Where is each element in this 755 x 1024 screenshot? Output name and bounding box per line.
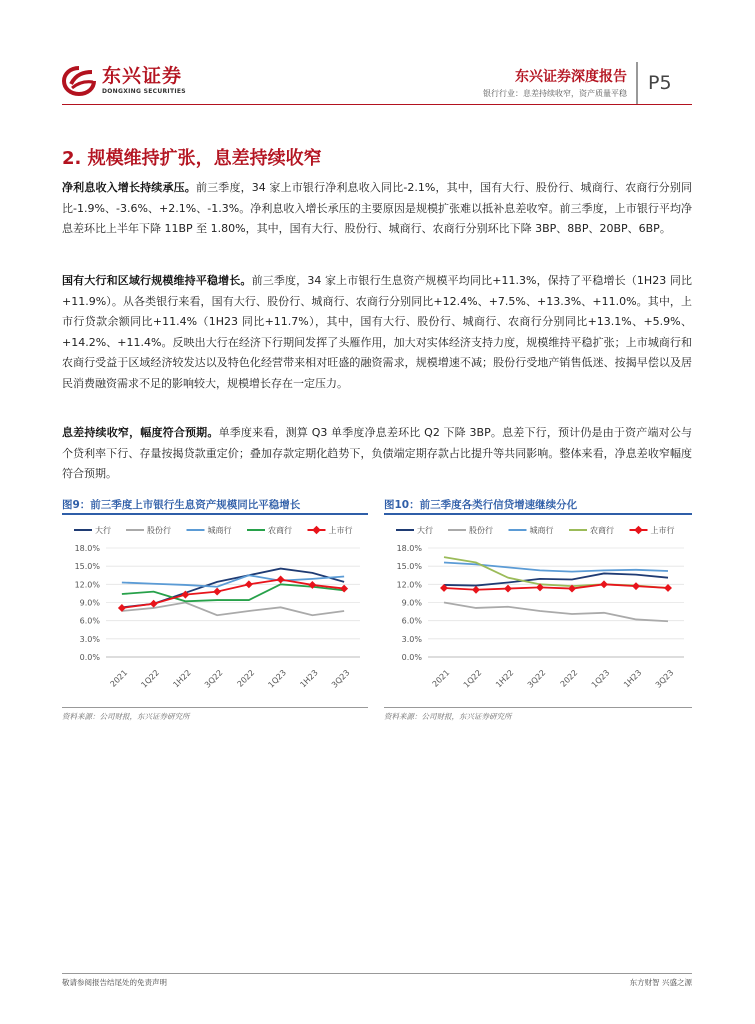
legend-marker	[634, 526, 642, 534]
series-point	[277, 576, 285, 584]
x-tick-label: 2022	[558, 668, 580, 689]
y-tick-label: 15.0%	[74, 562, 100, 572]
figure-9-source: 资料来源：公司财报，东兴证券研究所	[62, 712, 190, 721]
legend-label: 大行	[95, 526, 111, 535]
figure-10-chart	[384, 520, 692, 705]
legend-item	[187, 525, 232, 535]
y-tick-label: 18.0%	[396, 544, 422, 553]
footer-slogan: 东方财智 兴盛之源	[629, 978, 692, 987]
y-tick-label: 6.0%	[401, 616, 422, 626]
figure-10-rule	[384, 513, 692, 515]
logo-mark-icon	[62, 66, 96, 96]
series-point	[600, 580, 608, 588]
y-tick-label: 9.0%	[79, 598, 100, 608]
footer-rule	[62, 973, 692, 974]
paragraph-2	[62, 271, 692, 394]
x-tick-label: 3Q23	[653, 668, 676, 690]
series-point	[664, 584, 672, 592]
page-number: P5	[648, 72, 672, 94]
x-tick-label: 1H23	[298, 668, 320, 690]
y-tick-label: 12.0%	[396, 580, 422, 590]
legend-item	[308, 525, 353, 535]
paragraph-lead: 息差持续收窄，幅度符合预期。	[62, 426, 219, 439]
legend-item	[448, 525, 493, 535]
logo-cn: 东兴证券	[102, 65, 183, 87]
y-tick-label: 6.0%	[79, 616, 100, 626]
legend-item	[126, 525, 171, 535]
series-point	[472, 586, 480, 594]
series-line	[444, 603, 668, 622]
x-tick-label: 2021	[108, 668, 130, 689]
figure-10-source: 资料来源：公司财报，东兴证券研究所	[384, 712, 512, 721]
figure-9-chart	[62, 520, 368, 705]
page-header	[0, 0, 755, 110]
legend-item	[396, 525, 433, 535]
series-line	[444, 573, 668, 585]
legend-label: 上市行	[328, 526, 353, 535]
figure-10-source-rule	[384, 707, 692, 708]
x-tick-label: 2022	[235, 668, 257, 689]
legend-item	[569, 525, 614, 535]
paragraph-1	[62, 178, 692, 240]
series-point	[340, 585, 348, 593]
footer-disclaimer: 敬请参阅报告结尾处的免责声明	[62, 978, 167, 987]
figure-10-title: 图10：前三季度各类行信贷增速继续分化	[384, 499, 578, 511]
y-tick-label: 12.0%	[74, 580, 100, 590]
y-tick-label: 3.0%	[79, 634, 100, 644]
x-tick-label: 1Q22	[139, 668, 162, 690]
legend-label: 上市行	[650, 526, 675, 535]
y-tick-label: 15.0%	[396, 562, 422, 572]
x-tick-label: 1Q23	[266, 668, 289, 690]
section-title: 2. 规模维持扩张，息差持续收窄	[62, 148, 322, 169]
x-tick-label: 3Q22	[525, 668, 548, 690]
legend-label: 股份行	[147, 526, 171, 535]
paragraph-lead: 净利息收入增长持续承压。	[62, 181, 196, 194]
paragraph-body: 单季度来看，测算 Q3 单季度净息差环比 Q2 下降 3BP。息差下行，预计仍是由于资产端对公与个贷利率下行、存量按揭贷款重定价；叠加存款定期化趋势下，负债端定期存款占比提升等共同影响。整体来看，净息差收窄幅度符合预期。	[62, 426, 693, 480]
x-tick-label: 1H22	[171, 668, 193, 690]
figure-9-rule	[62, 513, 368, 515]
paragraph-body: 前三季度，34 家上市银行生息资产规模平均同比+11.3%，保持了平稳增长（1H23 同比+11.9%）。从各类银行来看，国有大行、股份行、城商行、农商行分别同比+12.4%、+7.5%、+13.3%、+11.0%。其中，上市行贷款余额同比+11.4%（1H23 同比+11.7%），其中，国有大行、股份行、城商行、农商行分别同比+13.1%、+5.9%、+14.2%、+11.4%。反映出大行在经济下行期间发挥了头雁作用，加大对实体经济支持力度，规模维持平稳扩张；上市城商行和农商行受益于区域经济较发达以及特色化经营带来相对旺盛的融资需求，规模增速不减；股份行受地产销售低迷、按揭早偿以及居民消费融资需求不足的影响较大，规模增长存在一定压力。	[62, 274, 692, 390]
legend-item	[247, 525, 292, 535]
paragraph-3	[62, 423, 692, 485]
x-tick-label: 1H23	[621, 668, 644, 690]
x-tick-label: 3Q23	[329, 668, 352, 690]
series-line	[444, 557, 668, 588]
y-tick-label: 9.0%	[401, 598, 422, 608]
company-logo	[62, 66, 186, 96]
legend-label: 农商行	[268, 526, 292, 535]
legend-label: 大行	[417, 526, 433, 535]
legend-label: 城商行	[207, 526, 232, 535]
report-subtitle: 银行行业：息差持续收窄，资产质量平稳	[483, 89, 627, 98]
paragraph-lead: 国有大行和区域行规模维持平稳增长。	[62, 274, 252, 287]
x-tick-label: 1Q22	[461, 668, 484, 690]
figure-9-title: 图9：前三季度上市银行生息资产规模同比平稳增长	[62, 499, 301, 511]
x-tick-label: 1Q23	[589, 668, 612, 690]
legend-item	[74, 525, 111, 535]
header-divider	[636, 62, 638, 104]
y-tick-label: 0.0%	[401, 653, 422, 662]
figure-9-source-rule	[62, 707, 368, 708]
legend-item	[630, 525, 675, 535]
legend-label: 农商行	[590, 526, 614, 535]
y-tick-label: 3.0%	[401, 634, 422, 644]
paragraph-body: 前三季度，34 家上市银行净利息收入同比-2.1%，其中，国有大行、股份行、城商行、农商行分别同比-1.9%、-3.6%、+2.1%、-1.3%。净利息收入增长承压的主要原因是规模扩张难以抵补息差收窄。前三季度，上市银行平均净息差环比上半年下降 11BP 至 1.80%，其中，国有大行、股份行、城商行、农商行分别环比下降 3BP、8BP、20BP、6BP。	[62, 181, 693, 235]
legend-marker	[312, 526, 320, 534]
series-point	[632, 582, 640, 590]
y-tick-label: 0.0%	[79, 653, 100, 662]
y-tick-label: 18.0%	[74, 544, 100, 553]
series-point	[245, 580, 253, 588]
x-tick-label: 3Q22	[202, 668, 225, 690]
logo-en: DONGXING SECURITIES	[102, 88, 186, 95]
x-tick-label: 2021	[430, 668, 452, 689]
header-rule	[62, 104, 692, 105]
series-point	[213, 588, 221, 596]
report-title: 东兴证券深度报告	[515, 69, 627, 85]
legend-item	[509, 525, 554, 535]
series-point	[150, 600, 158, 608]
legend-label: 股份行	[469, 526, 493, 535]
series-point	[504, 585, 512, 593]
x-tick-label: 1H22	[493, 668, 516, 690]
legend-label: 城商行	[529, 526, 554, 535]
